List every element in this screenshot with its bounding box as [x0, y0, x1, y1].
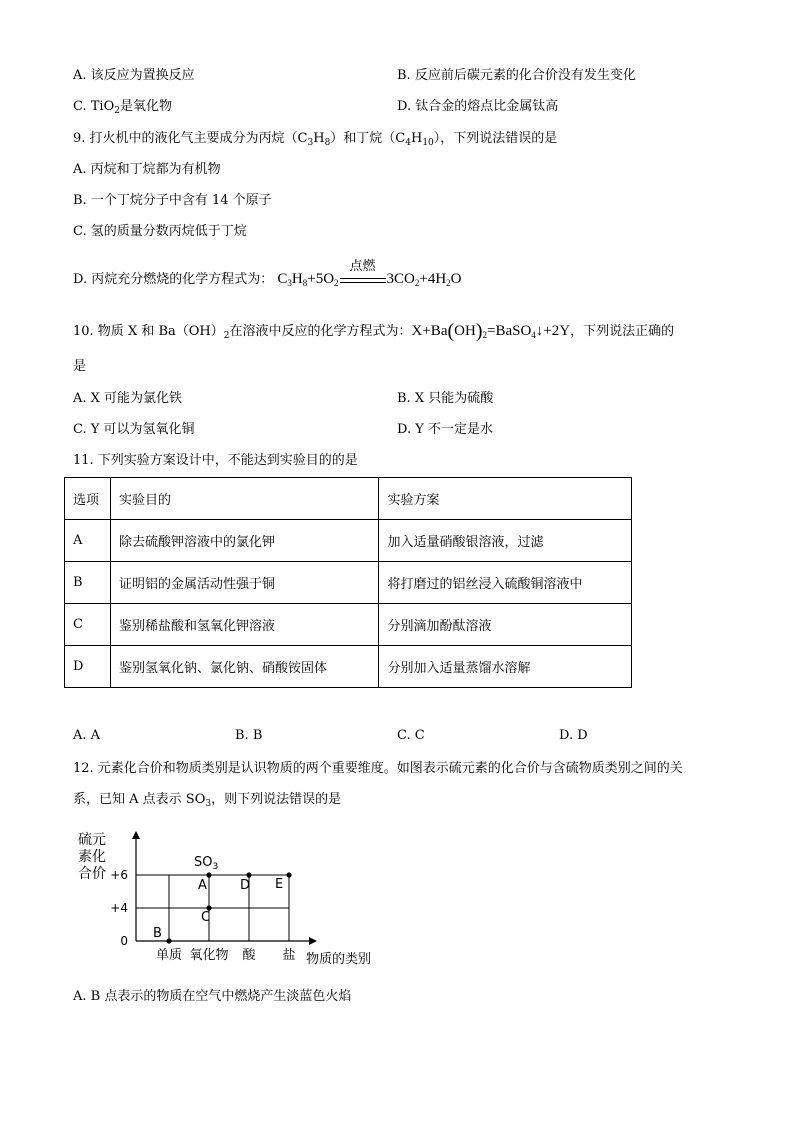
q8-option-c: C. TiO$_2$是氧化物	[73, 99, 172, 116]
y-axis-label-line: 素化	[78, 849, 106, 865]
reaction-condition: 点燃	[340, 272, 386, 283]
table-cell: B	[65, 562, 111, 604]
experiment-table	[64, 477, 632, 688]
so3-annotation: $SO_3$	[194, 855, 219, 872]
q9-stem: 9. 打火机中的液化气主要成分为丙烷$(C_3H_8)$和丁烷$(C_4H_{10})$，下列说法错误的是	[73, 131, 558, 148]
table-cell: 分别加入适量蒸馏水溶解	[379, 646, 632, 688]
y-tick-label: +6	[110, 868, 128, 882]
table-row	[65, 646, 632, 688]
y-axis-label-line: 硫元	[78, 832, 106, 848]
point-label: A	[198, 878, 207, 893]
q8-option-a: A. 该反应为置换反应	[73, 68, 195, 83]
x-category-label: 盐	[282, 948, 296, 963]
q10-stem-continued: 是	[73, 359, 87, 374]
table-cell: 鉴别氢氧化钠、氯化钠、硝酸铵固体	[110, 646, 378, 688]
reaction-equation: $X+Ba(OH)_2=BaSO_4↓+2Y$	[411, 320, 571, 342]
combustion-equation: $C_3H_8+5O_2$ 点燃 $3CO_2+4H_2O$	[277, 258, 462, 288]
header-cell: 选项	[65, 478, 111, 520]
table-cell: 鉴别稀盐酸和氢氧化钾溶液	[110, 604, 378, 646]
q8-option-b: B. 反应前后碳元素的化合价没有发生变化	[397, 68, 636, 83]
q10-option-d: D. Y 不一定是水	[397, 422, 493, 437]
q9-option-a: A. 丙烷和丁烷都为有机物	[73, 162, 221, 177]
q10-option-a: A. X 可能为氯化铁	[73, 391, 183, 406]
x-axis-label: 物质的类别	[306, 952, 372, 967]
table-cell: 将打磨过的铝丝浸入硫酸铜溶液中	[379, 562, 632, 604]
q9-option-d: D. 丙烷充分燃烧的化学方程式为： $C_3H_8+5O_2$ 点燃 $3CO_2+4H_2O$	[73, 258, 462, 288]
table-row	[65, 604, 632, 646]
table-row	[65, 520, 632, 562]
y-axis-label-line: 合价	[78, 866, 106, 882]
x-category-label: 氧化物	[189, 948, 229, 963]
q9-option-c: C. 氢的质量分数丙烷低于丁烷	[73, 224, 247, 239]
point-label: D	[240, 878, 251, 893]
table-header-row	[65, 478, 632, 520]
point-label: B	[153, 926, 162, 941]
q12-stem-line2: 系，已知 A 点表示 $SO_3$，则下列说法错误的是	[73, 792, 342, 809]
q12-option-a: A. B 点表示的物质在空气中燃烧产生淡蓝色火焰	[73, 989, 352, 1004]
q10-option-b: B. X 只能为硫酸	[397, 391, 494, 406]
q11-option-d: D. D	[559, 728, 588, 743]
point-e	[286, 872, 291, 877]
q10-stem: 10. 物质 X 和 $Ba(OH)_2$在溶液中反应的化学方程式为：$X+Ba(OH)_2=BaSO_4↓+2Y$，下列说法正确的	[73, 320, 675, 342]
point-label: E	[275, 877, 284, 892]
table-cell: 证明铝的金属活动性强于铜	[110, 562, 378, 604]
q11-option-a: A. A	[73, 728, 101, 743]
point-d	[246, 872, 251, 877]
point-label: C	[201, 910, 211, 925]
q10-option-c: C. Y 可以为氢氧化铜	[73, 422, 195, 437]
header-cell: 实验方案	[379, 478, 632, 520]
point-b	[166, 938, 171, 943]
table-cell: 除去硫酸钾溶液中的氯化钾	[110, 520, 378, 562]
table-row	[65, 562, 632, 604]
point-a	[206, 872, 211, 877]
q12-stem-line1: 12. 元素化合价和物质类别是认识物质的两个重要维度。如图表示硫元素的化合价与含硫物质类别之间的关	[73, 761, 683, 776]
table-cell: D	[65, 646, 111, 688]
table-cell: 分别滴加酚酞溶液	[379, 604, 632, 646]
table-cell: A	[65, 520, 111, 562]
q11-option-c: C. C	[397, 728, 425, 743]
x-category-label: 单质	[155, 948, 183, 963]
y-tick-labels	[110, 868, 128, 948]
header-cell: 实验目的	[110, 478, 378, 520]
q11-option-b: B. B	[235, 728, 263, 743]
q8-option-d: D. 钛合金的熔点比金属钛高	[397, 99, 559, 114]
q9-option-b: B. 一个丁烷分子中含有 14 个原子	[73, 193, 272, 208]
x-category-label: 酸	[242, 948, 256, 963]
q11-stem: 11. 下列实验方案设计中，不能达到实验目的的是	[73, 453, 358, 468]
y-tick-label: +4	[110, 901, 128, 915]
y-tick-label: 0	[120, 934, 128, 948]
table-cell: 加入适量硝酸银溶液，过滤	[379, 520, 632, 562]
valence-chart	[60, 826, 390, 972]
table-cell: C	[65, 604, 111, 646]
x-category-labels	[156, 947, 296, 963]
